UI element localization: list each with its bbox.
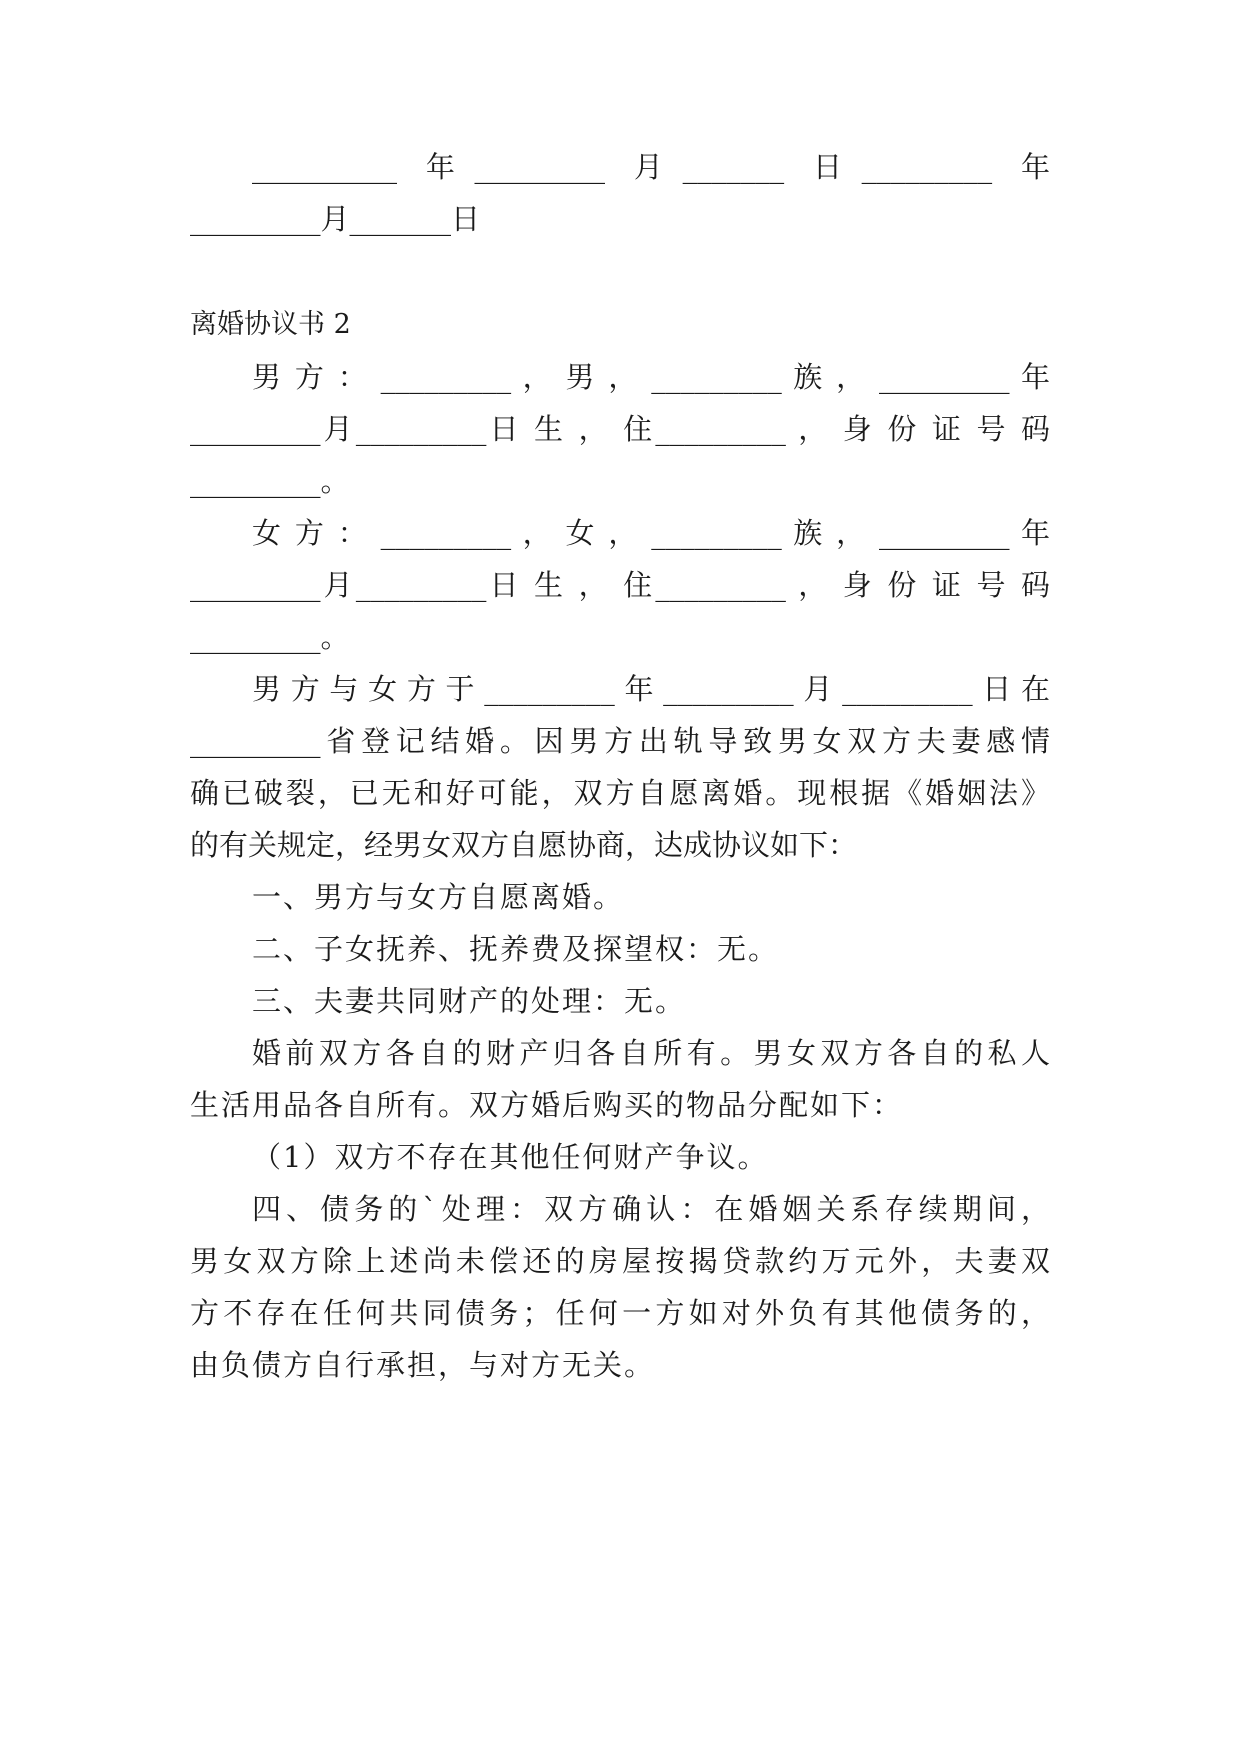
- intro-line-2: _________省登记结婚。因男方出轨导致男女双方夫妻感情: [190, 724, 1050, 758]
- clause-4-line-1: 四、债务的`处理：双方确认：在婚姻关系存续期间，: [252, 1192, 1050, 1226]
- agreement-title: 离婚协议书 2: [190, 309, 351, 340]
- clause-4-line-2: 男女双方除上述尚未偿还的房屋按揭贷款约万元外，夫妻双: [190, 1244, 1050, 1278]
- intro-line-4: 的有关规定，经男女双方自愿协商，达成协议如下：: [190, 828, 858, 862]
- property-line-1: 婚前双方各自的财产归各自所有。男女双方各自的私人: [252, 1036, 1050, 1070]
- date-line-1: __________ 年_________ 月_______ 日_________ 年: [252, 150, 1050, 184]
- clause-1: 一、男方与女方自愿离婚。: [252, 880, 625, 914]
- female-info-line-3: _________。: [190, 620, 350, 654]
- property-item-1: （1）双方不存在其他任何财产争议。: [252, 1140, 769, 1174]
- male-info-line-1: 男 方 ： _________ ， 男 ， _________ 族 ， _________ 年: [252, 360, 1050, 394]
- clause-4-line-4: 由负债方自行承担，与对方无关。: [190, 1348, 656, 1382]
- property-line-2: 生活用品各自所有。双方婚后购买的物品分配如下：: [190, 1088, 904, 1122]
- intro-line-1: 男方与女方于_________年_________月_________日在: [252, 672, 1050, 706]
- clause-2: 二、子女抚养、抚养费及探望权：无。: [252, 932, 780, 966]
- clause-4-line-3: 方不存在任何共同债务；任何一方如对外负有其他债务的，: [190, 1296, 1050, 1330]
- clause-3: 三、夫妻共同财产的处理：无。: [252, 984, 687, 1018]
- male-info-line-3: _________。: [190, 464, 350, 498]
- male-info-line-2: _________月_________日 生 ， 住_________ ， 身 份 证 号 码: [190, 412, 1050, 446]
- female-info-line-2: _________月_________日 生 ， 住_________ ， 身 份 证 号 码: [190, 568, 1050, 602]
- female-info-line-1: 女 方 ： _________ ， 女 ， _________ 族 ， _________ 年: [252, 516, 1050, 550]
- intro-line-3: 确已破裂，已无和好可能，双方自愿离婚。现根据《婚姻法》: [190, 776, 1050, 810]
- date-line-2: _________月_______日: [190, 202, 481, 236]
